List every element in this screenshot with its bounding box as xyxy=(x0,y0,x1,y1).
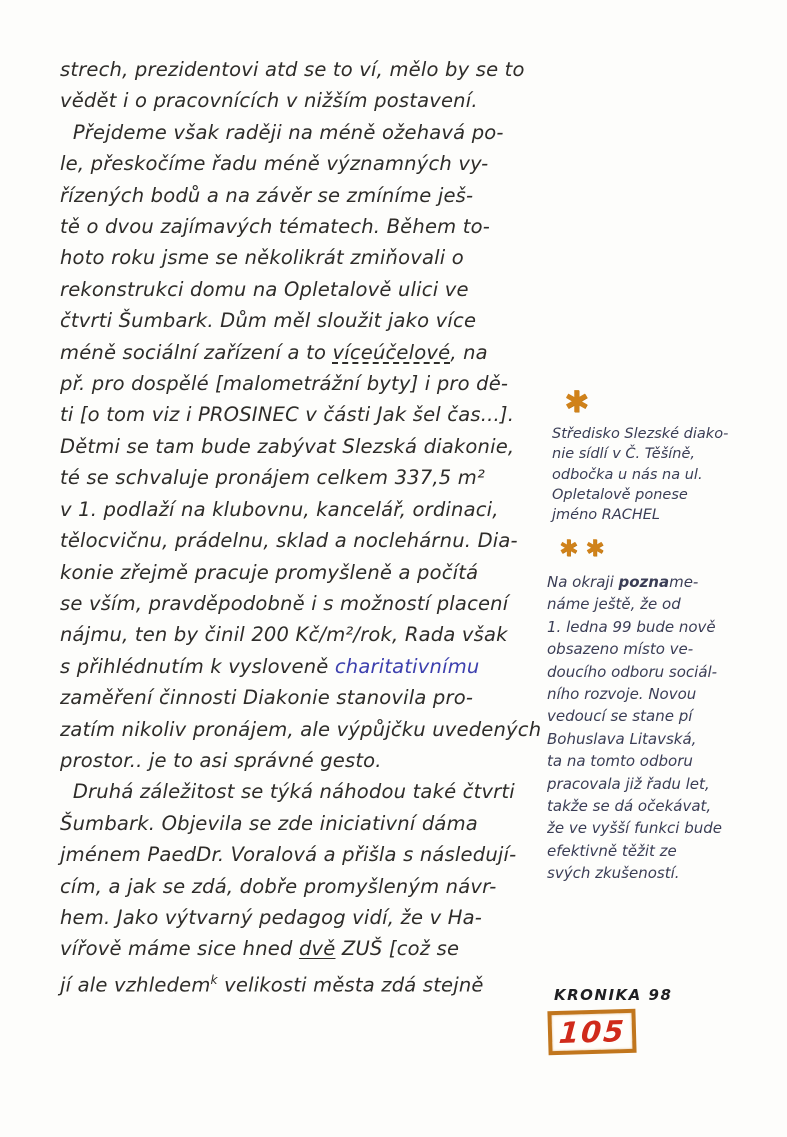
text-line: že ve vyšší funkci bude xyxy=(547,819,723,838)
text-line: Přejdeme však raději na méně ožehavá po- xyxy=(60,120,504,144)
text-line: doucího odboru sociál- xyxy=(547,662,718,681)
text-line: nie sídlí v Č. Těšíně, xyxy=(552,446,696,463)
text-line: ta na tomto odboru xyxy=(547,752,693,771)
text-line: strech, prezidentovi atd se to ví, mělo by se to xyxy=(60,58,525,81)
text-line: prostor.. je to asi správné gesto. xyxy=(60,748,382,772)
text-line: v 1. podlaží na klubovnu, kancelář, ordinaci, xyxy=(60,497,499,521)
text-line: vědět i o pracovnících v nižším postavení. xyxy=(60,89,478,113)
text-line: konie zřejmě pracuje promyšleně a počítá xyxy=(60,560,479,584)
margin-note-2 xyxy=(547,538,737,885)
text-line: Bohuslava Litavská, xyxy=(547,729,697,748)
text-line: tě o dvou zajímavých tématech. Během to- xyxy=(60,215,490,239)
double-asterisk-icon: ✱✱ xyxy=(559,536,612,562)
text-line: čtvrti Šumbark. Dům měl sloužit jako více xyxy=(60,309,477,333)
text-line: zaměření činnosti Diakonie stanovila pro- xyxy=(60,686,474,710)
text-line: hoto roku jsme se několikrát zmiňovali o xyxy=(60,246,464,270)
text-line: ti [o tom viz i PROSINEC v části Jak šel čas...]. xyxy=(60,403,515,427)
text-line: rekonstrukci domu na Opletalově ulici ve xyxy=(60,277,469,301)
text-line: té se schvaluje pronájem celkem 337,5 m² xyxy=(60,466,486,490)
text-line: obsazeno místo ve- xyxy=(547,640,694,659)
text-line: vedoucí se stane pí xyxy=(547,707,693,726)
text-line: Druhá záležitost se týká náhodou také čtvrti xyxy=(60,780,515,804)
text-line: Středisko Slezské diako- xyxy=(552,426,729,442)
chronicle-label: KRONIKA 98 xyxy=(554,986,673,1004)
text-line: řízených bodů a na závěr se zmíníme ješ- xyxy=(60,183,474,207)
text-line: jménem PaedDr. Voralová a přišla s následují- xyxy=(60,843,517,867)
text-line: se vším, pravděpodobně i s možností placení xyxy=(60,591,509,615)
text-line: takže se dá očekávat, xyxy=(547,797,712,816)
text-line: cím, a jak se zdá, dobře promyšleným návr- xyxy=(60,874,497,898)
asterisk-icon: ✱ xyxy=(564,385,590,420)
text-line: nájmu, ten by činil 200 Kč/m²/rok, Rada však xyxy=(60,623,508,647)
text-line: př. pro dospělé [malometrážní byty] i pro dě- xyxy=(60,372,509,396)
text-line: méně sociální zařízení a to víceúčelové, na xyxy=(60,340,488,364)
text-line: jméno RACHEL xyxy=(552,507,661,524)
text-line: odbočka u nás na ul. xyxy=(552,466,703,483)
margin-note-1-text xyxy=(552,424,737,525)
text-line: pracovala již řadu let, xyxy=(547,774,710,793)
text-line: tělocvičnu, prádelnu, sklad a noclehárnu. Dia- xyxy=(60,529,518,553)
text-line: Šumbark. Objevila se zde iniciativní dáma xyxy=(60,811,478,835)
text-line: s přihlédnutím k vysloveně charitativnímu xyxy=(60,654,480,678)
text-line: hem. Jako výtvarný pedagog vidí, že v Ha- xyxy=(60,905,482,929)
text-line: náme ještě, že od xyxy=(547,595,681,614)
main-text xyxy=(60,54,552,1001)
text-line: le, přeskočíme řadu méně významných vy- xyxy=(60,152,489,176)
text-line: svých zkušeností. xyxy=(547,864,680,883)
text-line: jí ale vzhledem$^k$ velikosti města zdá stejně xyxy=(60,972,484,997)
text-line: Na okraji pozname- xyxy=(547,573,699,591)
page-number-box xyxy=(547,1009,636,1055)
text-line: Opletalově ponese xyxy=(552,486,688,503)
text-line: vířově máme sice hned dvě ZUŠ [což se xyxy=(60,937,460,961)
margin-note-1 xyxy=(552,385,737,525)
page-number: 105 xyxy=(557,1014,627,1050)
text-line: zatím nikoliv pronájem, ale výpůjčku uvedených xyxy=(60,717,542,741)
text-line: efektivně těžit ze xyxy=(547,841,677,860)
margin-note-2-text xyxy=(547,571,737,885)
text-line: Dětmi se tam bude zabývat Slezská diakonie, xyxy=(60,434,515,458)
text-line: 1. ledna 99 bude nově xyxy=(547,617,716,636)
text-line: ního rozvoje. Novou xyxy=(547,685,697,704)
